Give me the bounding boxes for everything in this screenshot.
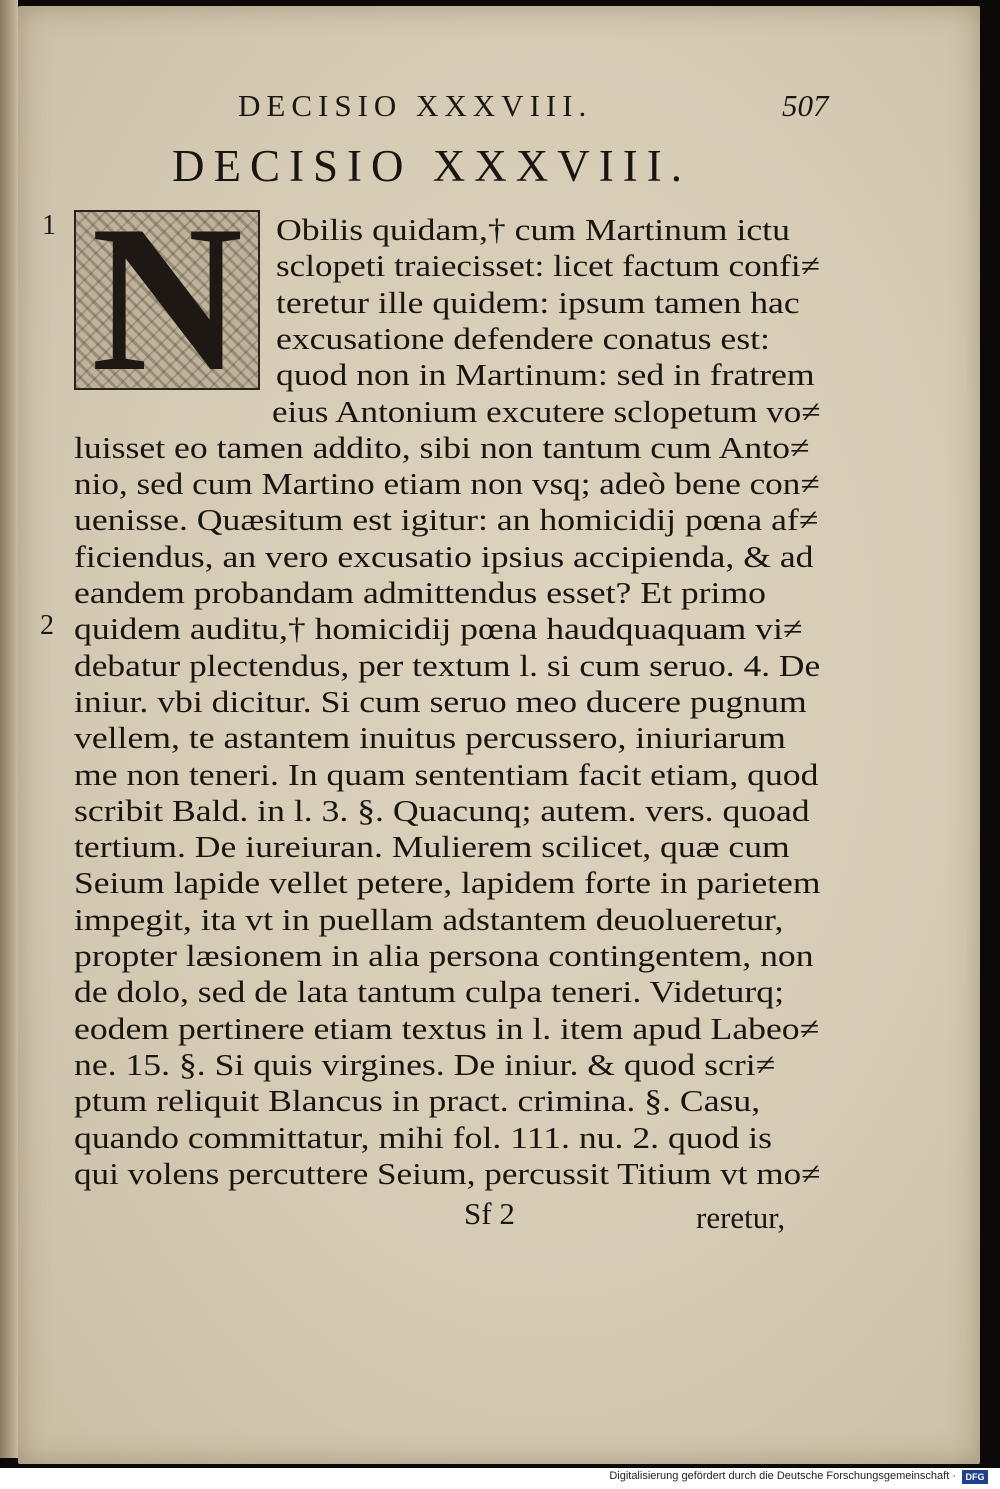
text-line: tertium. De iureiuran. Mulierem scilicet, quæ cum (74, 829, 790, 865)
catchword: reretur, (696, 1200, 786, 1235)
text-line: sclopeti traiecisset: licet factum confi≠ (276, 248, 820, 284)
digitization-credit: Digitalisierung gefördert durch die Deutsche Forschungsgemeinschaft · (609, 1470, 956, 1482)
running-head: DECISIO XXXVIII. (238, 88, 593, 123)
text-line: uenisse. Quæsitum est igitur: an homicidij pœna af≠ (74, 502, 819, 538)
text-line: ptum reliquit Blancus in pract. crimina. §. Casu, (74, 1083, 761, 1119)
page-gutter (0, 0, 18, 1458)
text-line: eius Antonium excutere sclopetum vo≠ (272, 393, 821, 429)
page-number: 507 (782, 88, 829, 123)
text-line: nio, sed cum Martino etiam non vsq; adeò bene con≠ (74, 466, 820, 502)
text-line: luisset eo tamen addito, sibi non tantum cum Anto≠ (74, 429, 810, 465)
dfg-logo-icon: DFG (962, 1470, 988, 1484)
text-line: scribit Bald. in l. 3. §. Quacunq; autem. vers. quoad (74, 792, 810, 828)
signature-mark: Sf 2 (464, 1196, 515, 1231)
text-line: ne. 15. §. Si quis virgines. De iniur. & quod scri≠ (74, 1046, 776, 1082)
text-line: ficiendus, an vero excusatio ipsius accipienda, & ad (74, 538, 814, 574)
text-line: quidem auditu,† homicidij pœna haudquaquam vi≠ (74, 611, 803, 647)
text-line: Seium lapide vellet petere, lapidem forte in parietem (74, 865, 821, 901)
text-line: eodem pertinere etiam textus in l. item apud Labeo≠ (74, 1010, 820, 1046)
text-line: Obilis quidam,† cum Martinum ictu (276, 212, 790, 247)
text-line: excusatione defendere conatus est: (276, 320, 770, 356)
margin-number-1: 1 (42, 210, 56, 241)
text-line: quod non in Martinum: sed in fratrem (276, 357, 815, 393)
chapter-title: DECISIO XXXVIII. (172, 141, 691, 191)
text-line: iniur. vbi dicitur. Si cum seruo meo ducere pugnum (74, 683, 807, 719)
text-line: vellem, te astantem inuitus percussero, iniuriarum (74, 720, 786, 756)
text-line: debatur plectendus, per textum l. si cum seruo. 4. De (74, 647, 821, 683)
text-line: eandem probandam admittendus esset? Et primo (74, 575, 767, 610)
text-line: quando committatur, mihi fol. 111. nu. 2. quod is (74, 1119, 772, 1155)
text-line: propter læsionem in alia persona contingentem, non (74, 938, 814, 973)
initial-letter: N (91, 210, 243, 390)
text-line: impegit, ita vt in puellam adstantem deuolueretur, (74, 901, 784, 937)
text-line: teretur ille quidem: ipsum tamen hac (276, 284, 800, 320)
margin-number-2: 2 (40, 610, 54, 641)
text-line: de dolo, sed de lata tantum culpa teneri. Videturq; (74, 974, 784, 1010)
text-line: me non teneri. In quam sententiam facit etiam, quod (74, 756, 819, 792)
decorated-initial (74, 210, 260, 390)
text-line: qui volens percuttere Seium, percussit Titium vt mo≠ (74, 1155, 821, 1191)
